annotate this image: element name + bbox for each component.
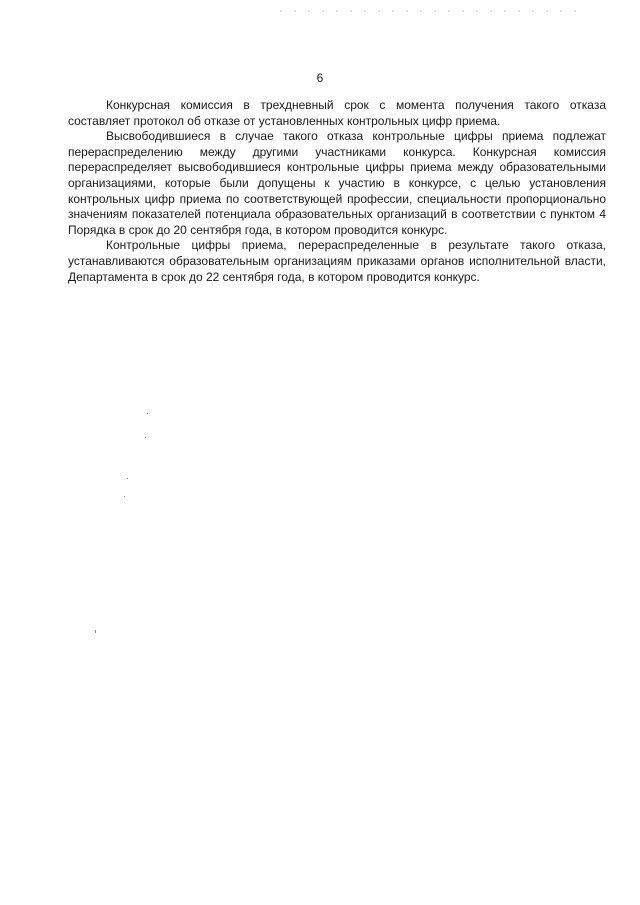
paragraph-establishment: Контрольные цифры приема, перераспределенные в результате такого отказа, устанавливаются образовательным организациям приказами органов исполнительной власти, Департамента в срок до 22 сентября года, в котором проводится конкурс. xyxy=(68,238,606,284)
document-body xyxy=(68,98,606,285)
page-number: 6 xyxy=(316,71,324,85)
scan-noise xyxy=(280,10,580,12)
scan-speck xyxy=(95,630,96,633)
scan-speck xyxy=(145,437,146,438)
scan-speck xyxy=(147,413,148,414)
scan-speck xyxy=(127,478,128,479)
paragraph-redistribution: Высвободившиеся в случае такого отказа контрольные цифры приема подлежат перераспределению между другими участниками конкурса. Конкурсная комиссия перераспределяет высвободившиеся контрольные цифры приема между образовательными организациями, которые были допущены к участию в конкурсе, с целью установления контрольных цифр приема по соответствующей профессии, специальности пропорционально значениям показателей потенциала образовательных организаций в соответствии с пунктом 4 Порядка в срок до 20 сентября года, в котором проводится конкурс. xyxy=(68,129,606,237)
scan-speck xyxy=(124,496,125,497)
paragraph-refusal-protocol: Конкурсная комиссия в трехдневный срок с момента получения такого отказа составляет протокол об отказе от установленных контрольных цифр приема. xyxy=(68,98,606,128)
